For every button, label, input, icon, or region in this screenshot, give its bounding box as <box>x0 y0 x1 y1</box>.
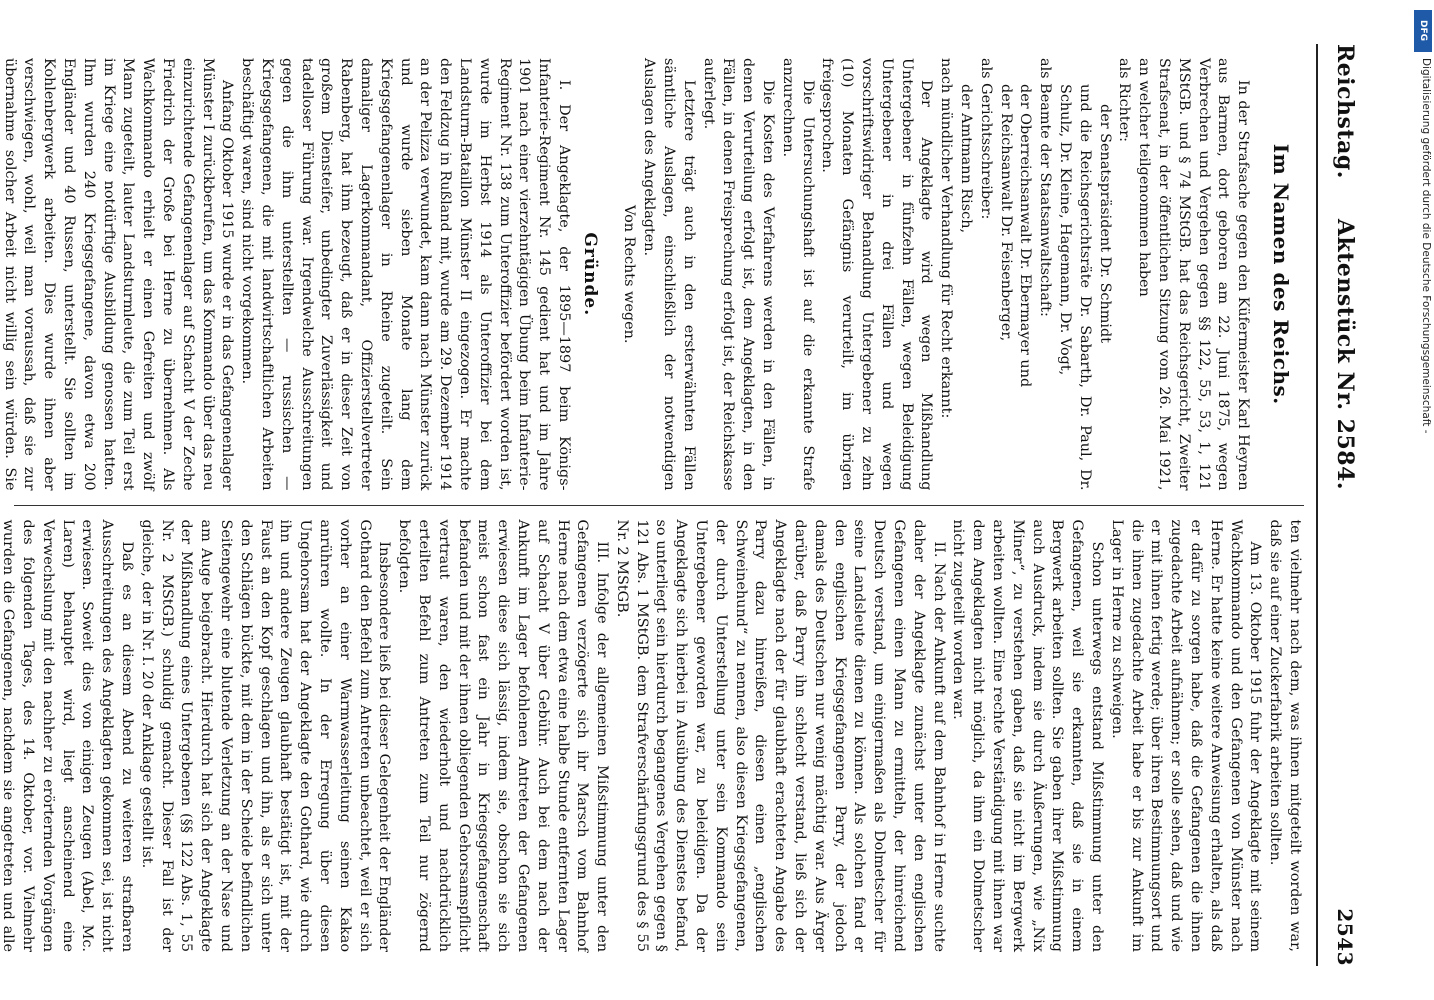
left-column <box>1 44 1304 505</box>
clerk-line: der Amtmann Risch, <box>958 84 975 234</box>
judges-label: als Richter: <box>1116 58 1133 142</box>
header-title: Aktenstück Nr. 2584. <box>1332 218 1358 491</box>
verdict-title: Im Namen des Reichs. <box>1269 143 1293 405</box>
header-left: Reichstag. <box>1332 44 1358 179</box>
page-header <box>1316 44 1358 966</box>
grounds-title: Gründe. <box>579 232 600 317</box>
verdict-paragraph-4: Letztere trägt auch in den ersterwähnten Fällen sämtliche Auslagen, einschließlich der notwendigen Auslagen des Angeklagten. <box>641 58 697 491</box>
digitization-credit <box>1414 10 1432 990</box>
right-paragraph-1: ten vielmehr nach dem, was ihnen mitgeteilt worden war, daß sie auf einer Zuckerfabrik arbeiten sollten. <box>1267 519 1303 952</box>
prosecutor-line-2: der Reichsanwalt Dr. Feisenberger, <box>997 84 1014 342</box>
digitization-credit-text: Digitalisierung gefördert durch die Deutsche Forschungsgemeinschaft - <box>1420 58 1432 434</box>
grounds-paragraph-2: Anfang Oktober 1915 wurde er in das Gefangenenlager Münster I zurückberufen, um das Kommando über das neu einzurichtende Gefangenenlager auf Schacht V der Zeche Friedrich der Große bei Herne zu übernehmen. Als Wachkommando erhielt er einen Gefreiten und zwölf Mann zugeteilt, lauter Landsturmleute, die zum Teil erst im Kriege eine notdürftige Ausbildung genossen hatten. Ihm wurden 240 Kriegsgefangene, davon etwa 200 Engländer und 40 Russen, unterstellt. Sie sollten im Kohlenbergwerk arbeiten. Dies wurde ihnen aber verschwiegen, wohl, weil man voraussah, daß sie zur übernahme solcher Arbeit nicht willig sein würden. Sie <box>1 58 236 491</box>
clerk-label: als Gerichtsschreiber: <box>977 58 994 220</box>
verdict-closing: Von Rechts wegen. <box>621 205 638 344</box>
verdict-paragraph-3: Die Kosten des Verfahrens werden in den Fällen, in denen Verurteilung erfolgt ist, dem Angeklagten, in den Fällen, in denen Freisprechung erfolgt ist, der Reichskasse auferlegt. <box>700 58 777 491</box>
verdict-intro-line: nach mündlicher Verhandlung für Recht erkannt: <box>938 58 955 419</box>
right-paragraph-3: Schon unterwegs entstand Mißstimmung unter den Gefangenen, weil sie erkannten, daß sie in einem Bergwerk arbeiten sollten. Sie gaben ihrer Mißstimmung auch Ausdruck, indem sie durch Äußerungen, wie „Nix Miner“, zu verstehen gaben, daß sie nicht im Bergwerk arbeiten wollten. Eine rechte Verständigung mit ihnen war dem Angeklagten nicht möglich, da ihm ein Dolmetscher nicht zugeteilt worden war. <box>950 519 1106 952</box>
prosecutor-line-1: der Oberreichsanwalt Dr. Ebermayer und <box>1017 84 1034 388</box>
page-number: 2543 <box>1333 908 1357 966</box>
verdict-paragraph-1: Der Angeklagte wird wegen Mißhandlung Untergebener in fünfzehn Fällen, wegen Beleidigung Untergebener in drei Fällen und wegen vorschriftswidriger Behandlung Untergebener zu zehn (10) Monaten Gefängnis verurteilt, im übrigen freigesprochen. <box>819 58 935 491</box>
text-columns <box>0 44 1304 966</box>
right-paragraph-4: II. Nach der Ankunft auf dem Bahnhof in Herne suchte daher der Angeklagte zunächst unter den englischen Gefangenen einen Mann zu ermitteln, der hinreichend Deutsch verstand, um einigermaßen als Dolmetscher für seine Landsleute dienen zu können. Als solchen fand er den englischen Kriegsgefangenen Parry, der jedoch damals des Deutschen nur wenig mächtig war. Aus Ärger darüber, daß Parry ihn schlecht verstand, ließ sich der Angeklagte nach der für glaubhaft erachteten Angabe des Parry dazu hinreißen, diesen einen „englischen Schweinehund“ zu nennen, also diesen Kriegsgefangenen, der durch Unterstellung unter sein Kommando sein Untergebener geworden war, zu beleidigen. Da der Angeklagte sich hierbei in Ausübung des Dienstes befand, so unterliegt sein hierdurch begangenes Vergehen gegen § 121 Abs. 1 MStGB. dem Strafverschärfungsgrund des § 55 Nr. 2 MStGB. <box>613 519 947 952</box>
judges-line-2: und die Reichsgerichtsräte Dr. Sabarth, Dr. Paul, Dr. Schulz, Dr. Kleine, Hagemann, Dr. Vogt, <box>1057 84 1093 491</box>
right-paragraph-5: III. Infolge der allgemeinen Mißstimmung unter den Gefangenen verzögerte sich ihr Marsch vom Bahnhof Herne nach dem etwa eine halbe Stunde entfernten Lager auf Schacht V über Gebühr. Auch bei dem nach der Ankunft im Lager befohlenen Antreten der Gefangenen erwiesen diese sich lässig, indem sie, obschon sie sich meist schon fast ein Jahr in Kriegsgefangenschaft befanden und mit der ihnen obliegenden Gehorsamspflicht vertraut waren, den wiederholt und nachdrücklich erteilten Befehl zum Antreten zum Teil nur zögernd befolgten. <box>396 519 611 952</box>
right-paragraph-6: Insbesondere ließ bei dieser Gelegenheit der Engländer Gothard den Befehl zum Antreten unbeachtet, weil er sich vorher an einer Warmwasserleitung seinen Kakao anrühren wollte. In der Erregung über diesen Ungehorsam hat der Angeklagte den Gothard, wie durch ihn und andere Zeugen glaubhaft bestätigt ist, mit der Faust an den Kopf geschlagen und ihn, als er sich unter den Schlägen bückte, mit dem in der Scheide befindlichen Seitengewehr eine blutende Verletzung an der Nase und am Auge beigebracht. Hierdurch hat sich der Angeklagte der Mißhandlung eines Untergebenen (§§ 122 Abs. 1, 55 Nr. 2 MStGB.) schuldig gemacht. Dieser Fall ist der gleiche, der in Nr. I. 20 der Anklage gestellt ist. <box>138 519 393 952</box>
right-paragraph-7: Daß es an diesem Abend zu weiteren strafbaren Ausschreitungen des Angeklagten gekommen sei, ist nicht erwiesen. Soweit dies von einigen Zeugen (Abel, Mc. Laren) behauptet wird, liegt anscheinend eine Verwechslung mit den nachher zu erörternden Vorgängen des folgenden Tages, des 14. Oktober, vor. Vielmehr wurden die Gefangenen, nachdem sie angetreten und alle <box>0 519 135 952</box>
verdict-paragraph-2: Die Untersuchungshaft ist auf die erkannte Strafe anzurechnen. <box>779 58 816 491</box>
judges-line-1: der Senatspräsident Dr. Schmidt <box>1096 104 1113 343</box>
verdict-intro: In der Strafsache gegen den Küfermeister Karl Heynen aus Barmen, dort geboren am 22. Juni 1875, wegen Verbrechen und Vergehen gegen §§ 122, 55, 53, 1, 121 MStGB. und § 74 MStGB. hat das Reichsgericht, Zweiter Strafsenat, in der öffentlichen Sitzung vom 26. Mai 1921, an welcher teilgenommen haben <box>1136 58 1252 491</box>
dfg-logo: DFG <box>1414 10 1432 52</box>
prosecutor-label: als Beamte der Staatsanwaltschaft: <box>1037 58 1054 317</box>
right-paragraph-2: Am 13. Oktober 1915 fuhr der Angeklagte mit seinem Wachkommando und den Gefangenen von Münster nach Herne. Er hatte keine weitere Anweisung erhalten, als daß er dafür zu sorgen habe, daß die Gefangenen die ihnen zugedachte Arbeit aufnähmen; er solle sehen, daß und wie er mit ihnen fertig werde; über ihren Bestimmungsort und die ihnen zugedachte Arbeit habe er bis zur Ankunft im Lager in Herne zu schweigen. <box>1108 519 1264 952</box>
right-column <box>0 505 1304 967</box>
grounds-paragraph-1: I. Der Angeklagte, der 1895—1897 beim Königs-Infanterie-Regiment Nr. 145 gedient hat und im Jahre 1901 nach einer vierzehntägigen Übung beim Infanterie-Regiment Nr. 138 zum Unteroffizier befördert worden ist, wurde im Herbst 1914 als Unteroffizier bei dem Landsturm-Bataillon Münster II eingezogen. Er machte den Feldzug in Rußland mit, wurde am 29. Dezember 1914 an der Pelizza verwundet, kam dann nach Münster zurück und wurde sieben Monate lang dem Kriegsgefangenenlager in Rheine zugeteilt. Sein damaliger Lagerkommandant, Offizierstellvertreter Rabenberg, hat ihm bezeugt, daß er in dieser Zeit von großem Diensteifer, unbedingter Zuverlässigkeit und tadelloser Führung war. Irgendwelche Ausschreitungen gegen die ihm unterstellten — russischen — Kriegsgefangenen, die mit landwirtschaftlichen Arbeiten beschäftigt waren, sind nicht vorgekommen. <box>239 58 572 491</box>
